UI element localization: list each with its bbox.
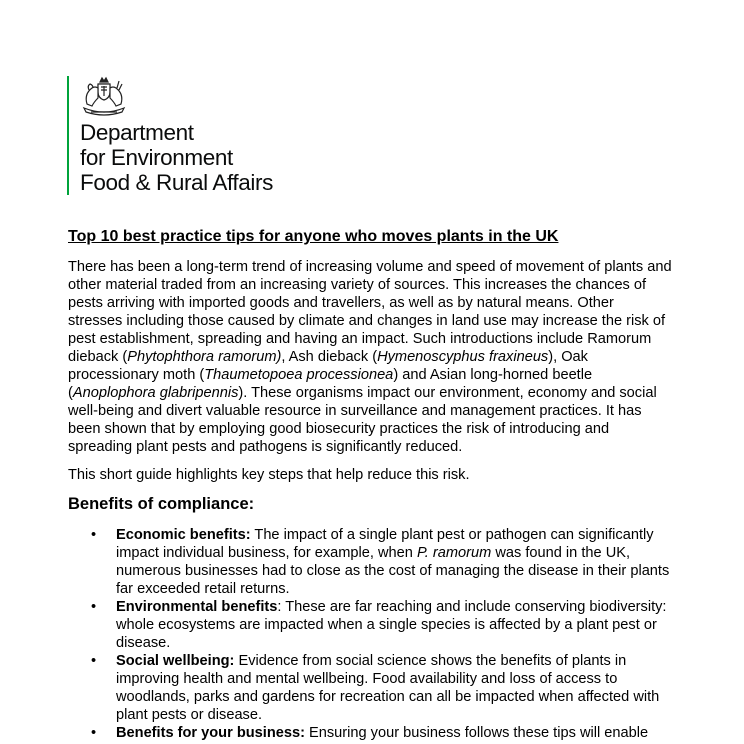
benefit-text: The impact of a single plant pest or pathogen can significantly impact individual business, for example, when bbox=[116, 527, 654, 561]
bullet-icon: • bbox=[91, 527, 97, 543]
defra-logo bbox=[67, 76, 273, 195]
intro-text-5: ). These organisms impact our environment, economy and social well-being and divert valuable resource in surveillance and management practices. It has been shown that by employing good biosecurity practices the risk of introducing and spreading plant pests and pathogens is significantly reduced. bbox=[68, 385, 657, 455]
benefit-italic: P. ramorum bbox=[416, 545, 492, 561]
species-thaumetopoea: Thaumetopoea processionea bbox=[204, 367, 394, 383]
benefits-heading: Benefits of compliance: bbox=[68, 495, 255, 513]
intro-text-4: ) and Asian long-horned beetle ( bbox=[68, 367, 593, 401]
benefit-label: Economic benefits: bbox=[116, 527, 251, 543]
guide-paragraph: This short guide highlights key steps that help reduce this risk. bbox=[68, 467, 470, 483]
list-item-economic bbox=[68, 526, 672, 598]
document-title: Top 10 best practice tips for anyone who moves plants in the UK bbox=[68, 228, 559, 245]
bullet-icon: • bbox=[91, 725, 97, 741]
intro-text-2: , Ash dieback ( bbox=[281, 349, 378, 365]
list-item-environmental bbox=[68, 598, 672, 652]
department-line-3: Food & Rural Affairs bbox=[80, 170, 273, 195]
species-hymenoscyphus: Hymenoscyphus fraxineus bbox=[377, 349, 549, 365]
department-line-2: for Environment bbox=[80, 145, 233, 170]
benefit-label: Environmental benefits bbox=[116, 599, 278, 615]
benefit-text: : These are far reaching and include conserving biodiversity: whole ecosystems are impacted when a single species is affected by a plant pest or disease. bbox=[116, 599, 667, 651]
benefit-text: Evidence from social science shows the benefits of plants in improving health and mental wellbeing. Food availability and loss of access to woodlands, parks and gardens for recreation can all be impacted when affected with plant pests or disease. bbox=[116, 653, 660, 723]
species-phytophthora: Phytophthora ramorum) bbox=[127, 349, 282, 365]
department-name bbox=[80, 120, 273, 195]
intro-text-1: There has been a long-term trend of increasing volume and speed of movement of plants and other material traded from an increasing variety of sources. This increases the chances of pests arriving with imported goods and travellers, as well as by natural means. Other stresses including those caused by climate and changes in land use may increase the risk of pest establishment, spreading and having an impact. Such introductions include Ramorum dieback ( bbox=[68, 259, 672, 365]
bullet-icon: • bbox=[91, 653, 97, 669]
department-line-1: Department bbox=[80, 120, 194, 145]
bullet-icon: • bbox=[91, 599, 97, 615]
benefit-label: Benefits for your business: bbox=[116, 725, 305, 741]
intro-text-3: ), Oak processionary moth ( bbox=[68, 349, 588, 383]
benefit-text: Ensuring your business follows these tips will enable bbox=[304, 725, 649, 741]
intro-paragraph bbox=[68, 258, 672, 456]
species-anoplophora: Anoplophora glabripennis bbox=[72, 385, 239, 401]
royal-coat-of-arms-icon bbox=[81, 76, 127, 116]
list-item-business bbox=[68, 724, 672, 742]
benefit-text: was found in the UK, numerous businesses had to close as the cost of managing the disease in their plants far exceeded retail returns. bbox=[116, 545, 670, 597]
benefit-label: Social wellbeing: bbox=[116, 653, 235, 669]
list-item-social bbox=[68, 652, 672, 724]
benefits-list bbox=[68, 526, 672, 742]
